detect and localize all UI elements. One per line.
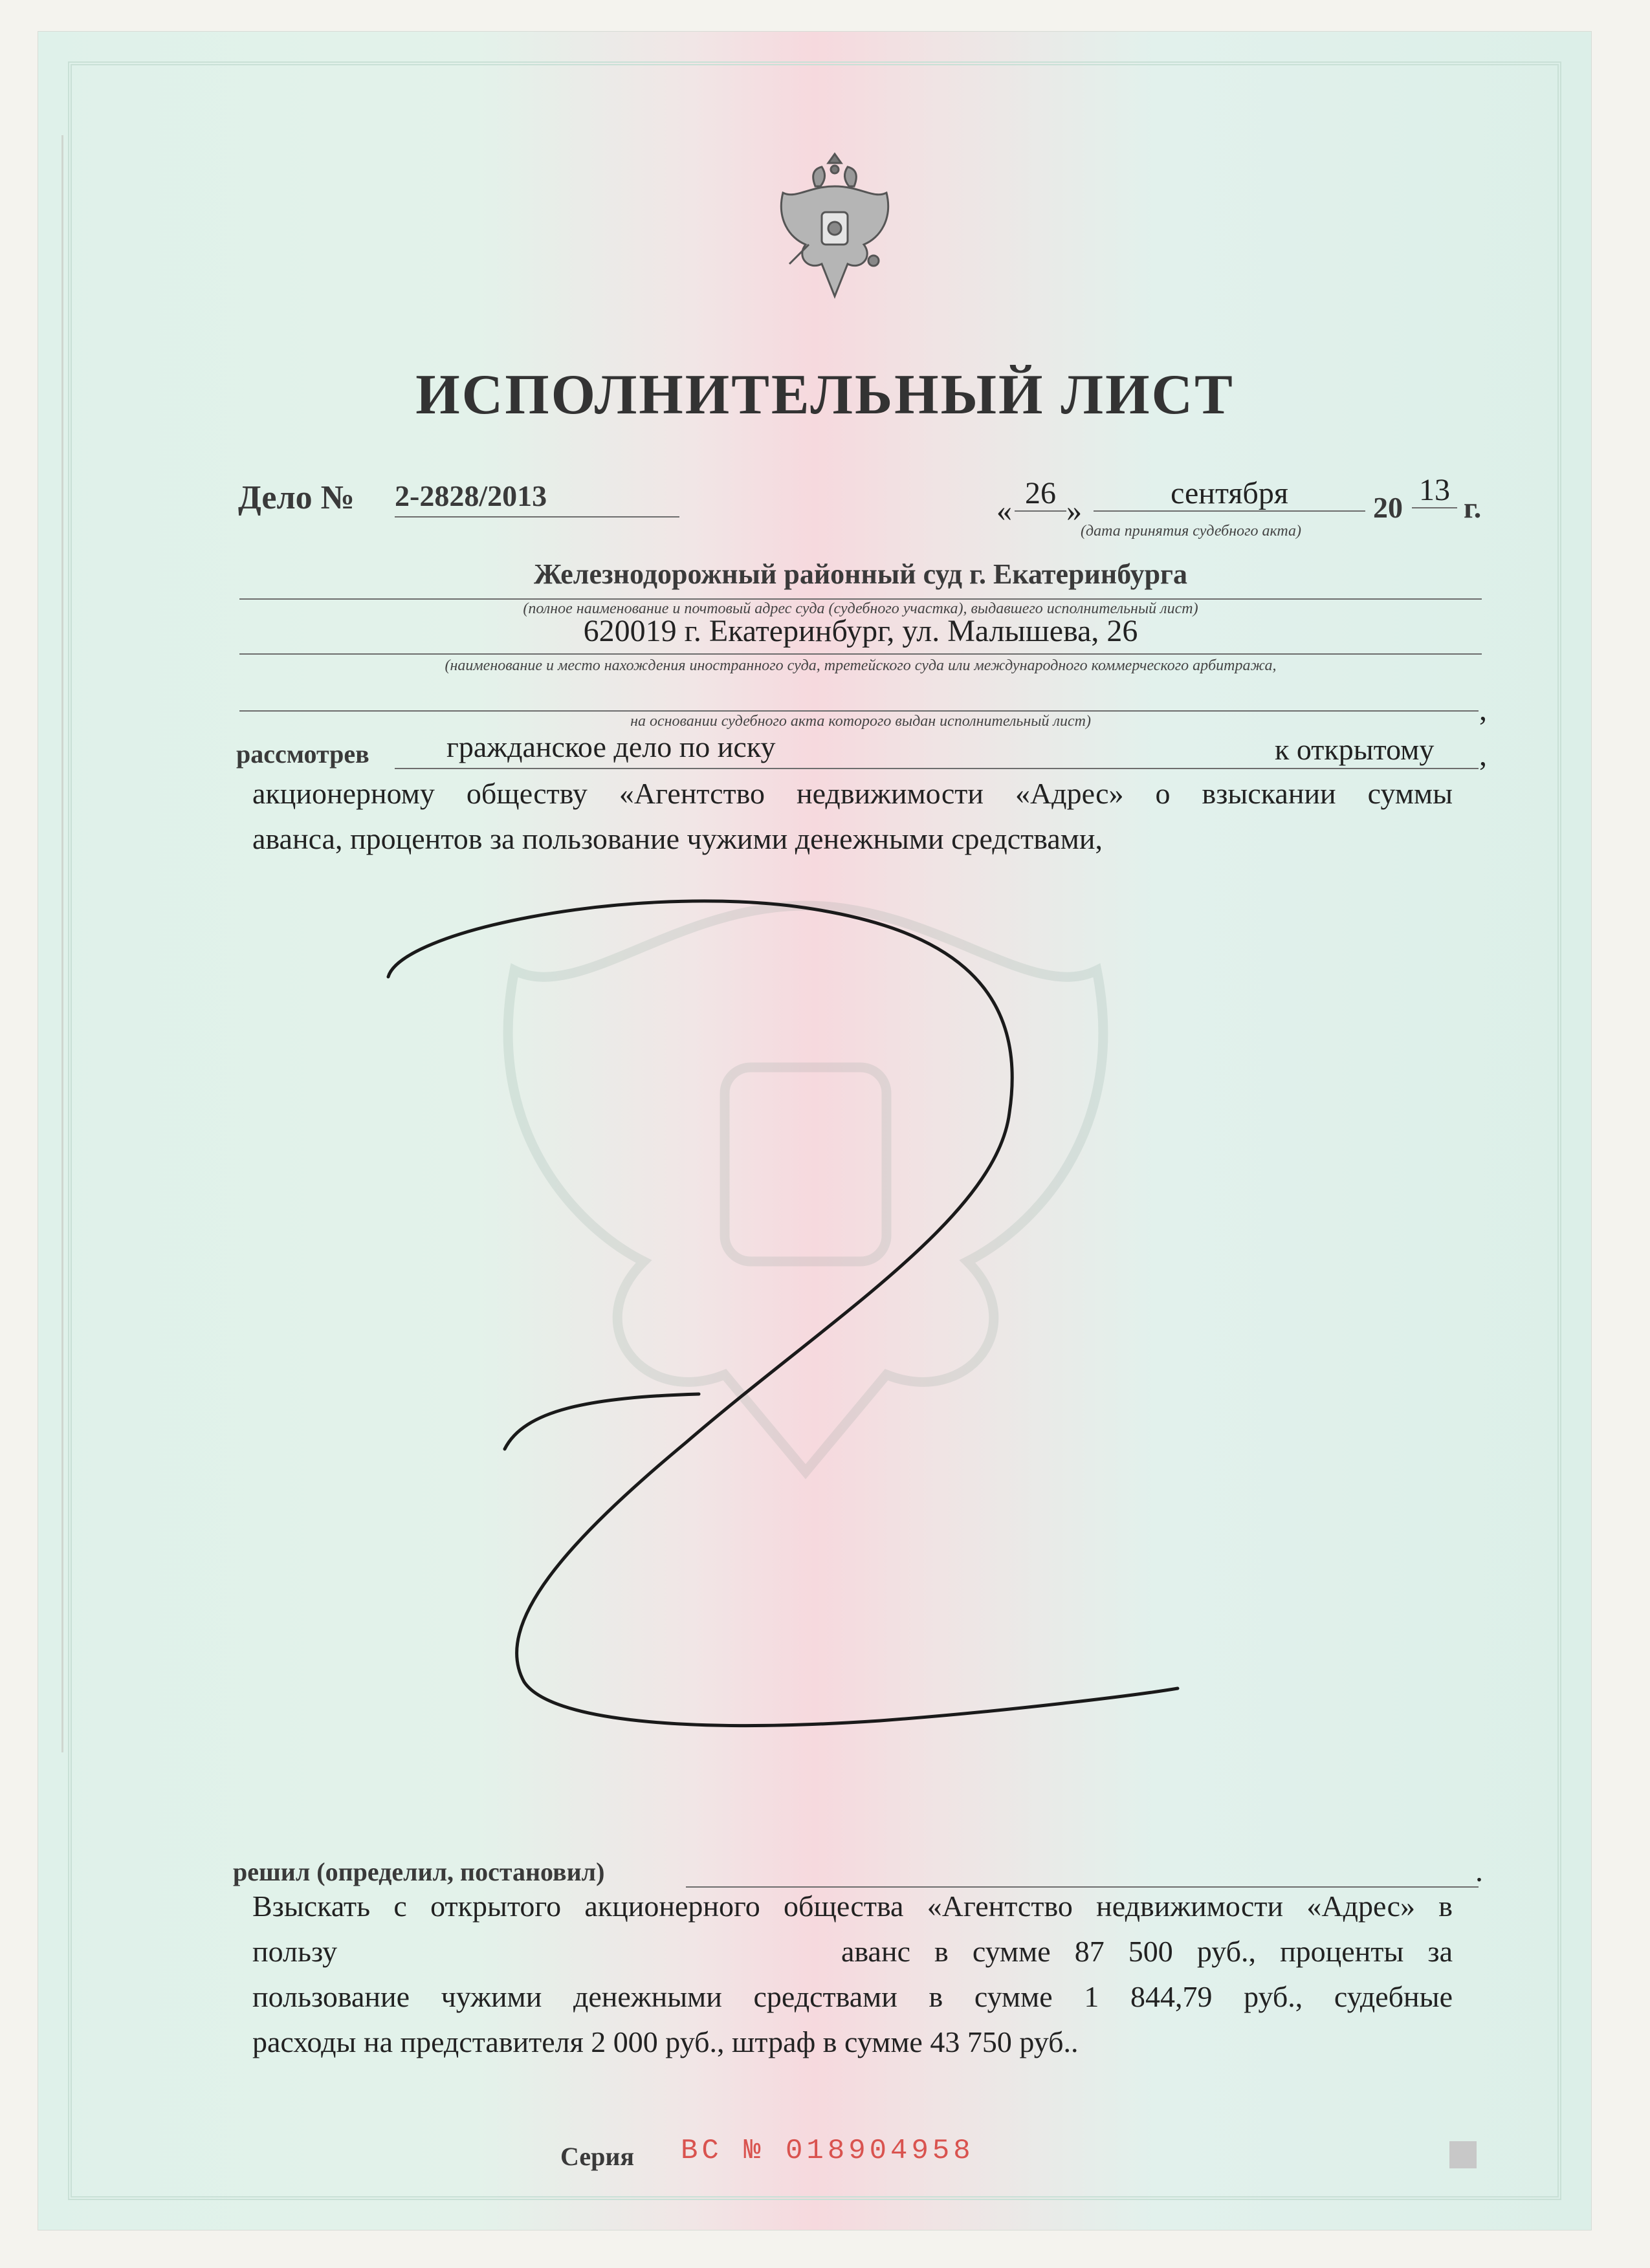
court-name-caption: (полное наименование и почтовый адрес суда (судебного участка), выдавшего исполнительный лист) (523, 600, 1198, 617)
court-address: 620019 г. Екатеринбург, ул. Малышева, 26 (583, 614, 1138, 648)
grey-square-mark (1449, 2141, 1477, 2168)
decided-line-4: расходы на представителя 2 000 руб., штраф в сумме 43 750 руб.. (252, 2025, 1079, 2058)
decided-line-1: Взыскать с открытого акционерного общества «Агентство недвижимости «Адрес» в (252, 1890, 1453, 1923)
considered-comma: , (1479, 738, 1487, 772)
court-name: Железнодорожный районный суд г. Екатеринбурга (533, 558, 1188, 590)
basis-line (239, 710, 1479, 712)
document-title: ИСПОЛНИТЕЛЬНЫЙ ЛИСТ (415, 364, 1235, 426)
series-label: Серия (560, 2142, 635, 2171)
case-label: Дело № (238, 479, 355, 516)
case-number-line (395, 479, 679, 518)
date-caption: (дата принятия судебного акта) (1081, 523, 1302, 540)
foreign-court-caption: (наименование и место нахождения иностранного суда, третейского суда или международного коммерческого арбитража, (445, 657, 1277, 674)
decided-line-3: пользование чужими денежными средствами в сумме 1 844,79 руб., судебные (252, 1980, 1453, 2013)
decided-period: . (1475, 1854, 1483, 1888)
considered-text-start: гражданское дело по иску (446, 730, 776, 763)
court-name-line (239, 598, 1482, 600)
case-number: 2-2828/2013 (395, 479, 547, 512)
date-day: 26 (1025, 476, 1056, 510)
date-year-suffix: 13 (1419, 473, 1450, 507)
decided-line-2-start: пользу (252, 1935, 338, 1968)
date-month: сентября (1171, 476, 1288, 510)
basis-comma: , (1479, 693, 1487, 727)
court-address-line (239, 653, 1482, 655)
date-year-prefix: 20 (1373, 491, 1403, 524)
coat-of-arms-icon (770, 147, 899, 309)
decided-line (686, 1851, 1479, 1888)
date-month-line (1094, 475, 1365, 512)
considered-label: рассмотрев (236, 739, 369, 769)
date-day-line (1015, 475, 1066, 512)
handwritten-cancellation-mark (362, 880, 1204, 1785)
basis-caption: на основании судебного акта которого выдан исполнительный лист) (630, 713, 1091, 730)
considered-text-end: к открытому (1275, 733, 1435, 766)
series-number: ВС № 018904958 (681, 2135, 974, 2167)
date-open-quote: « (996, 494, 1012, 528)
date-year-unit: г. (1464, 491, 1482, 524)
considered-line-2: акционерному обществу «Агентство недвижимости «Адрес» о взыскании суммы (252, 777, 1453, 810)
date-close-quote: » (1066, 494, 1082, 528)
decided-label: решил (определил, постановил) (233, 1857, 605, 1886)
considered-line-3: аванса, процентов за пользование чужими денежными средствами, (252, 822, 1103, 855)
date-year-line (1412, 472, 1457, 508)
decided-line-2-end: аванс в сумме 87 500 руб., проценты за (841, 1935, 1453, 1968)
